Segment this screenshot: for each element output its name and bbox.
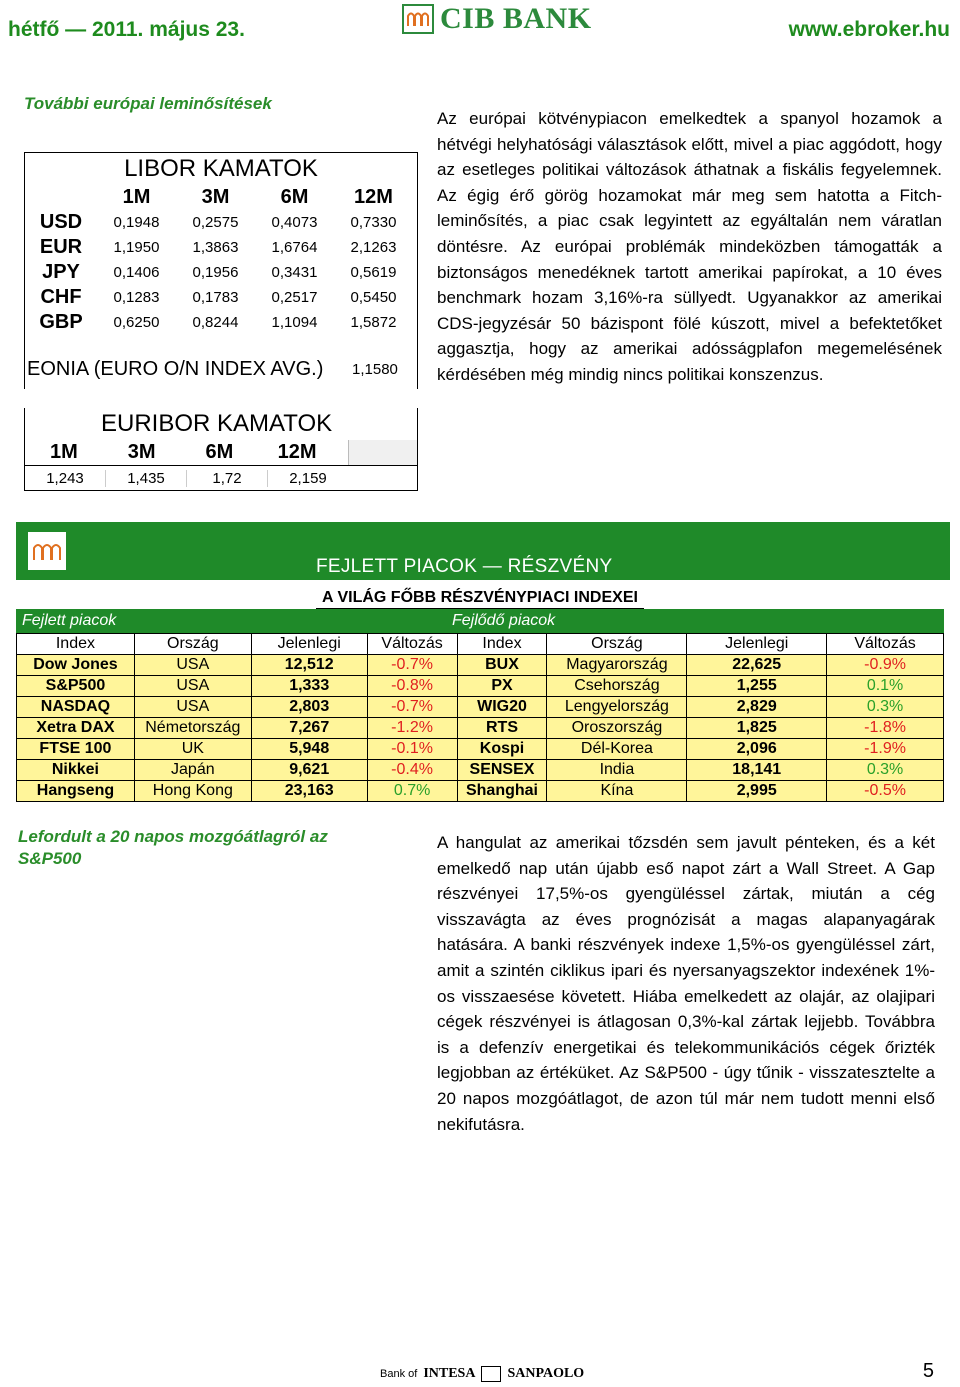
table-cell: Dow Jones — [17, 655, 135, 676]
table-cell: 12,512 — [251, 655, 367, 676]
section-band — [16, 522, 950, 580]
table-cell: USA — [134, 655, 251, 676]
table-cell: 5,948 — [251, 739, 367, 760]
rate-cell: 1,72 — [187, 470, 268, 487]
cib-logo — [402, 2, 592, 36]
col-header: Jelenlegi — [251, 634, 367, 655]
table-cell: -1.9% — [827, 739, 944, 760]
table-cell: Lengyelország — [547, 697, 687, 718]
col-header: Ország — [134, 634, 251, 655]
table-cell: India — [547, 760, 687, 781]
col-header: 3M — [201, 186, 230, 208]
emerging-label: Fejlődő piacok — [452, 612, 556, 629]
libor-title: LIBOR KAMATOK — [124, 155, 318, 182]
euribor-table — [24, 408, 418, 491]
rate-cell: 1,243 — [25, 470, 106, 487]
table-row — [17, 781, 944, 802]
markets-header-row — [17, 634, 944, 655]
table-cell: Xetra DAX — [17, 718, 135, 739]
rate-cell: 0,5450 — [350, 289, 397, 306]
libor-row-gbp — [25, 310, 417, 335]
table-cell: -0.9% — [827, 655, 944, 676]
rate-cell: 0,1956 — [192, 264, 239, 281]
header-url[interactable]: www.ebroker.hu — [788, 18, 950, 41]
us-market-paragraph: A hangulat az amerikai tőzsdén sem javult pénteken, és a két emelkedő nap után újabb eső napot zárt a Wall Street. A Gap részvényei 17,5%-os gyengüléssel zártak, miután a cég visszavágta az éves prognózisát a magas alapanyagárak hatására. A banki részvények indexe 1,5%-os gyengüléssel zárt, amit a szintén ciklikus ipari és nyersanyagszektor indexének 1%-os visszaesése követett. Hiába emelkedett az olajár, az olajipari cégek részvényei is átlagosan 0,3%-kal zártak lejjebb. Továbbra is a defenzív energetikai és telekommunikációs cégek őrizték legjobban az értéküket. Az S&P500 - úgy tűnik - visszatesztelte a 20 napos mozgóátlagot, de azon túl már nem tudott menni első nekifutásra. — [437, 833, 935, 1134]
libor-row-eur — [25, 235, 417, 260]
footer-bank-of: Bank of — [380, 1368, 418, 1380]
currency-label: EUR — [39, 236, 83, 258]
footer-sanpaolo: SANPAOLO — [507, 1366, 585, 1381]
table-cell: UK — [134, 739, 251, 760]
table-cell: WIG20 — [457, 697, 547, 718]
table-cell: 1,333 — [251, 676, 367, 697]
rate-cell: 0,2517 — [271, 289, 318, 306]
libor-row-usd — [25, 210, 417, 235]
table-cell: 18,141 — [687, 760, 827, 781]
table-cell: -0.5% — [827, 781, 944, 802]
rate-cell: 0,7330 — [350, 214, 397, 231]
footer-intesa: INTESA — [423, 1366, 476, 1381]
table-row — [17, 697, 944, 718]
col-header: 6M — [205, 441, 234, 463]
table-cell: 2,803 — [251, 697, 367, 718]
section-title-sp500: Lefordult a 20 napos mozgóátlagról az S&P500 — [18, 827, 328, 868]
table-row — [17, 655, 944, 676]
table-cell: 0.3% — [827, 760, 944, 781]
table-cell: Hong Kong — [134, 781, 251, 802]
rate-cell: 1,1950 — [113, 239, 160, 256]
rate-cell: 0,2575 — [192, 214, 239, 231]
table-row — [17, 676, 944, 697]
col-header: Index — [17, 634, 135, 655]
table-cell: Kospi — [457, 739, 547, 760]
developed-label: Fejlett piacok — [22, 612, 117, 629]
eonia-label: EONIA (EURO O/N INDEX AVG.) — [27, 357, 324, 380]
footer-logo — [380, 1366, 584, 1382]
rate-cell: 0,1283 — [113, 289, 160, 306]
table-cell: 23,163 — [251, 781, 367, 802]
eonia-row — [25, 349, 417, 389]
table-cell: 0.3% — [827, 697, 944, 718]
markets-grid — [16, 633, 944, 802]
table-cell: -0.7% — [367, 655, 457, 676]
currency-label: JPY — [42, 261, 80, 283]
table-cell: 2,096 — [687, 739, 827, 760]
table-cell: -0.4% — [367, 760, 457, 781]
intesa-icon — [481, 1366, 501, 1382]
table-cell: PX — [457, 676, 547, 697]
table-cell: Nikkei — [17, 760, 135, 781]
table-cell: -0.1% — [367, 739, 457, 760]
col-header: 12M — [277, 441, 317, 463]
col-header: 1M — [49, 441, 78, 463]
section-title-downgrades: További európai leminősítések — [24, 94, 272, 113]
rate-cell: 0,4073 — [271, 214, 318, 231]
table-cell: NASDAQ — [17, 697, 135, 718]
table-cell: Csehország — [547, 676, 687, 697]
table-cell: 9,621 — [251, 760, 367, 781]
col-header: 6M — [280, 186, 309, 208]
rate-cell: 2,1263 — [350, 239, 397, 256]
table-cell: 7,267 — [251, 718, 367, 739]
table-cell: Dél-Korea — [547, 739, 687, 760]
markets-title: A VILÁG FŐBB RÉSZVÉNYPIACI INDEXEI — [316, 580, 644, 609]
table-cell: 1,255 — [687, 676, 827, 697]
table-cell: -1.8% — [827, 718, 944, 739]
rate-cell: 0,1948 — [113, 214, 160, 231]
table-cell: 0.1% — [827, 676, 944, 697]
table-cell: USA — [134, 697, 251, 718]
currency-label: CHF — [40, 286, 82, 308]
currency-label: GBP — [39, 311, 83, 333]
col-header: Jelenlegi — [687, 634, 827, 655]
table-cell: Shanghai — [457, 781, 547, 802]
rate-cell: 0,6250 — [113, 314, 160, 331]
currency-label: USD — [39, 211, 83, 233]
header-date: hétfő — 2011. május 23. — [8, 18, 245, 41]
table-row — [17, 718, 944, 739]
cib-arch-icon — [28, 532, 66, 570]
table-cell: S&P500 — [17, 676, 135, 697]
table-row — [17, 739, 944, 760]
bond-market-paragraph: Az európai kötvénypiacon emelkedtek a spanyol hozamok a hétvégi helyhatósági választások előtt, mivel a piac aggódott, hogy az esetleges politikai változások áthatnak a fiskális fegyelemnek. Az égig érő görög hozamokat már meg sem hatotta a Fitch-leminősítés, a piac csak legyintett az egyáltalán nem váratlan döntésre. Az európai problémák mindeközben támogatták a biztonságos menedéknek tartott amerikai papírokat, a 10 éves benchmark hozam 3,16%-ra süllyedt. Ugyanakkor az amerikai CDS-jegyzésár 50 bázispont fölé kúszott, mivel a befektetőket aggasztja, hogy az amerikai adósságplafon megemelésének kérdésében még mindig nincs politikai konszenzus. — [437, 109, 942, 384]
rate-cell: 0,3431 — [271, 264, 318, 281]
col-header: 12M — [354, 186, 393, 208]
table-cell: Hangseng — [17, 781, 135, 802]
rate-cell: 0,8244 — [192, 314, 239, 331]
table-cell: Kína — [547, 781, 687, 802]
rate-cell: 1,5872 — [350, 314, 397, 331]
table-cell: 22,625 — [687, 655, 827, 676]
bank-name: CIB BANK — [440, 2, 592, 35]
rate-cell: 0,1783 — [192, 289, 239, 306]
band-title: FEJLETT PIACOK — RÉSZVÉNY — [316, 556, 613, 577]
rate-cell: 0,5619 — [350, 264, 397, 281]
table-cell: 2,995 — [687, 781, 827, 802]
col-header: 1M — [122, 186, 151, 208]
table-cell: USA — [134, 676, 251, 697]
table-cell: 2,829 — [687, 697, 827, 718]
page-number: 5 — [922, 1360, 934, 1382]
rate-cell: 1,3863 — [192, 239, 239, 256]
col-header: Változás — [827, 634, 944, 655]
table-cell: -1.2% — [367, 718, 457, 739]
table-cell: 1,825 — [687, 718, 827, 739]
libor-row-chf — [25, 285, 417, 310]
libor-table — [24, 152, 418, 389]
euribor-title: EURIBOR KAMATOK — [101, 410, 333, 437]
rate-cell: 1,1094 — [271, 314, 318, 331]
eonia-value: 1,1580 — [352, 360, 398, 378]
table-cell: Németország — [134, 718, 251, 739]
col-header: Ország — [547, 634, 687, 655]
table-cell: BUX — [457, 655, 547, 676]
table-cell: RTS — [457, 718, 547, 739]
libor-row-jpy — [25, 260, 417, 285]
euribor-value-row — [25, 465, 417, 491]
col-header: 3M — [127, 441, 156, 463]
table-cell: Oroszország — [547, 718, 687, 739]
markets-subheader — [16, 609, 944, 633]
table-cell: SENSEX — [457, 760, 547, 781]
table-row — [17, 760, 944, 781]
cib-logo-icon — [402, 4, 434, 34]
stock-index-table — [16, 580, 944, 802]
rate-cell: 2,159 — [289, 470, 327, 487]
table-cell: FTSE 100 — [17, 739, 135, 760]
table-cell: 0.7% — [367, 781, 457, 802]
blank-cell — [348, 440, 417, 465]
euribor-header-row — [25, 440, 417, 465]
rate-cell: 1,435 — [106, 470, 187, 487]
table-cell: -0.7% — [367, 697, 457, 718]
rate-cell: 1,6764 — [271, 239, 318, 256]
col-header: Index — [457, 634, 547, 655]
rate-cell: 0,1406 — [113, 264, 160, 281]
table-cell: Japán — [134, 760, 251, 781]
table-cell: Magyarország — [547, 655, 687, 676]
col-header: Változás — [367, 634, 457, 655]
table-cell: -0.8% — [367, 676, 457, 697]
libor-header-row — [25, 185, 417, 210]
